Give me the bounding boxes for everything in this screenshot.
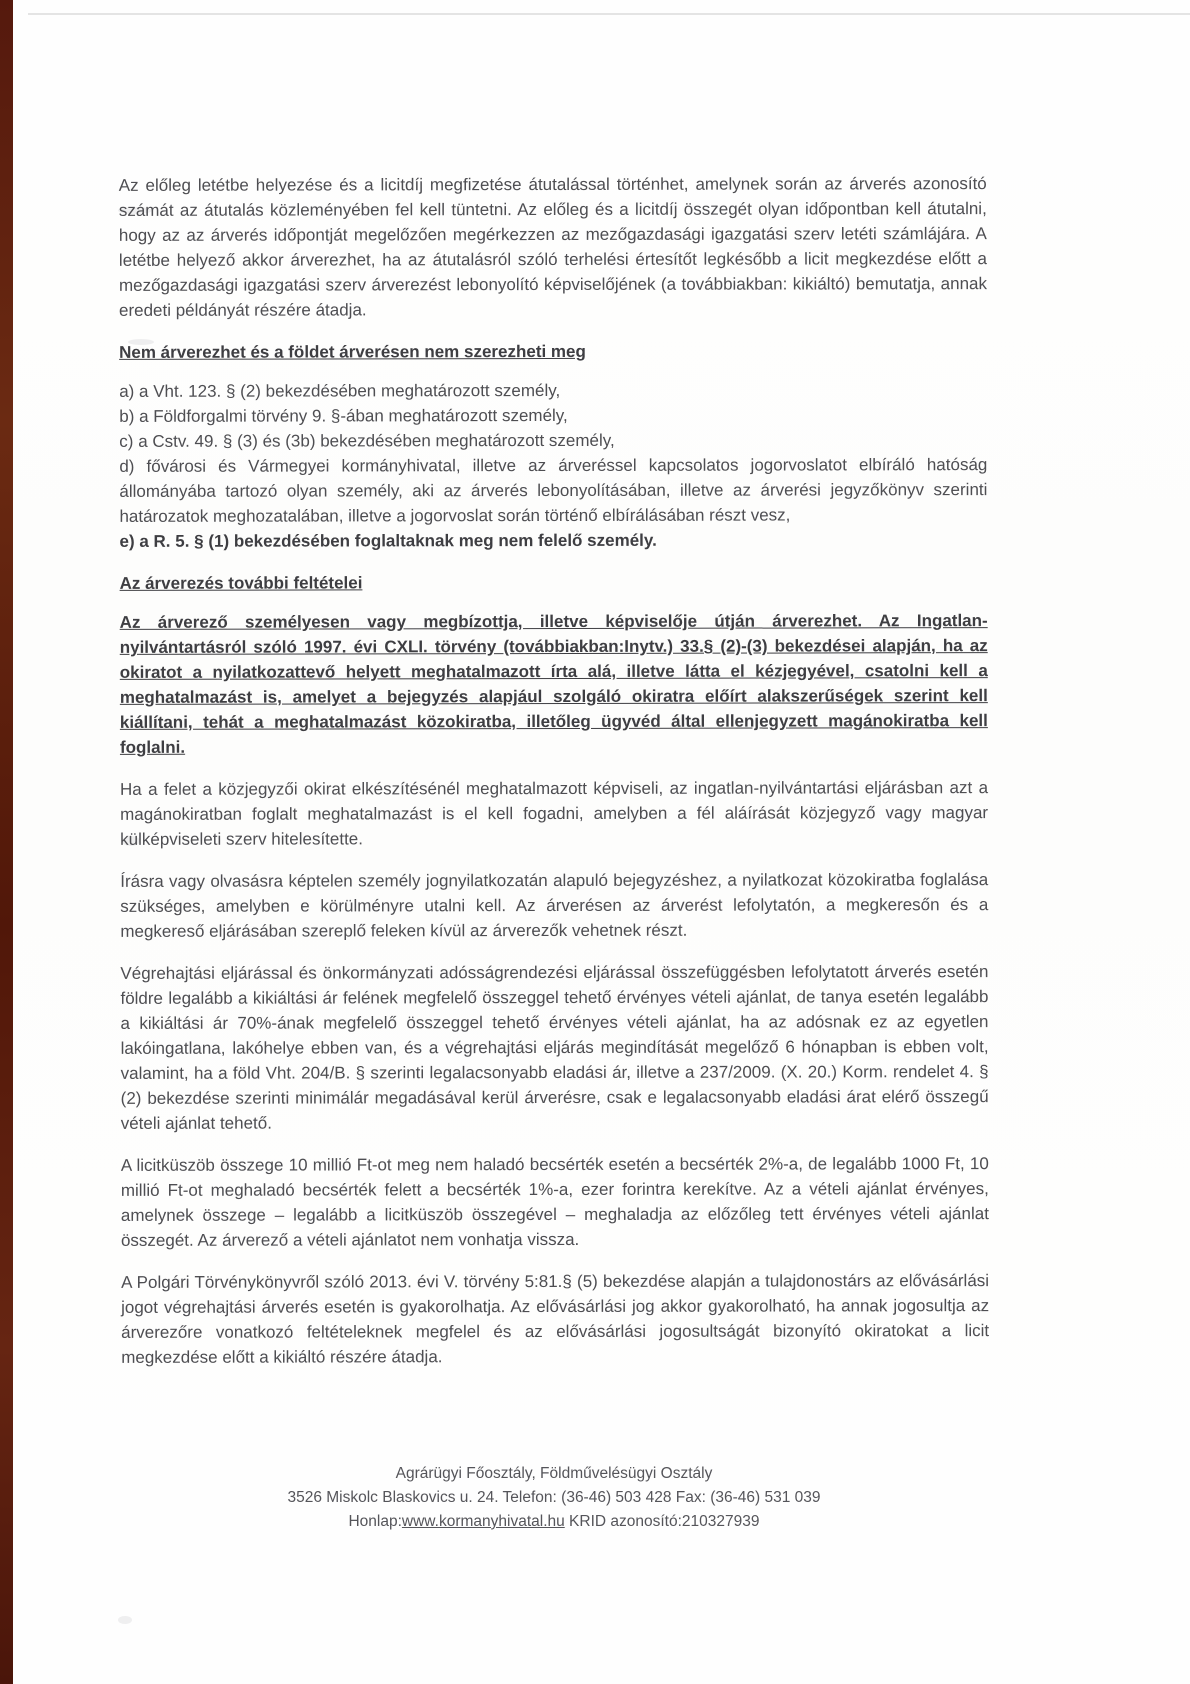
footer-krid: KRID azonosító:210327939 bbox=[564, 1513, 760, 1530]
list-item-e: e) a R. 5. § (1) bekezdésében foglaltaknak meg nem felelő személy. bbox=[119, 530, 657, 551]
heading-further-conditions: Az árverezés további feltételei bbox=[119, 573, 363, 593]
paragraph-enforcement-auction: Végrehajtási eljárással és önkormányzati adósságrendezési eljárással összefüggésben lefolytatott árverés esetén földre legalább a kikiáltási ár felének megfelelő összeggel tehető érvényes vételi ajánlat, de tanya esetén legalább a kikiáltási ár 70%-ának megfelelő összeggel tehető érvényes vételi ajánlat, ha az adósnak ez az egyetlen lakóingatlana, lakóhelye ebben van, és a végrehajtási eljárás megindítását megelőző 6 hónapban is ebben volt, valamint, ha a föld Vht. 204/B. § szerinti legalacsonyabb eladási ár, illetve a 237/2009. (X. 20.) Korm. rendelet 4. § (2) bekezdése szerinti minimálár megadásával kerül árverésre, csak e legalacsonyabb eladási árat elérő összegű vételi ajánlat tehető. bbox=[120, 962, 989, 1133]
paragraph-deposit-payment: Az előleg letétbe helyezése és a licitdíj megfizetése átutalással történhet, amelynek során az árverés azonosító számát az átutalás közleményében fel kell tüntetni. Az előleg és a licitdíj összegét olyan időpontban kell átutalni, hogy az az árverés időpontját megelőzően megérkezzen az mezőgazdasági igazgatási szerv letéti számlájára. A letétbe helyező akkor árverezhet, ha az átutalásról szóló terhelési értesítőt legkésőbb a licit megkezdése előtt a mezőgazdasági igazgatási szerv árverezést lebonyolító képviselőjének (a továbbiakban: kikiáltó) bemutatja, annak eredeti példányát részére átadja. bbox=[118, 174, 987, 320]
footer-web-line bbox=[120, 1510, 988, 1534]
scan-smudge bbox=[118, 1616, 132, 1624]
document-body bbox=[119, 171, 990, 1387]
footer-homepage-label: Honlap: bbox=[348, 1513, 402, 1530]
footer-address-phone: 3526 Miskolc Blaskovics u. 24. Telefon: (36-46) 503 428 Fax: (36-46) 531 039 bbox=[287, 1489, 821, 1506]
paragraph-notarial-authorization: Ha a felet a közjegyzői okirat elkészítésénél meghatalmazott képviseli, az ingatlan-nyilvántartási eljárásban azt a magánokiratban foglalt meghatalmazást is el kell fogadni, amelyben a fél aláírását közjegyző vagy magyar külképviseleti szerv hitelesítette. bbox=[120, 778, 989, 849]
footer-department: Agrárügyi Főosztály, Földművelésügyi Osztály bbox=[395, 1465, 713, 1482]
footer-website-link: www.kormanyhivatal.hu bbox=[401, 1513, 565, 1530]
list-item-a: a) a Vht. 123. § (2) bekezdésében meghatározott személy, bbox=[119, 380, 561, 401]
paragraph-illiterate-declaration: Írásra vagy olvasásra képtelen személy jognyilatkozatán alapuló bejegyzéshez, a nyilatkozat közokiratba foglalása szükséges, amelyben e körülményre utalni kell. Az árverésen az árverést lefolytatón, a megkeresőn és a megkereső eljárásában szereplő feleken kívül az árverezők vehetnek részt. bbox=[120, 870, 989, 941]
paragraph-preemption-right: A Polgári Törvénykönyvről szóló 2013. évi V. törvény 5:81.§ (5) bekezdése alapján a tulajdonostárs az elővásárlási jogot végrehajtási árverés esetén is gyakorolhatja. Az elővásárlási jog akkor gyakorolható, ha annak jogosultja az árverezőre vonatkozó feltételeknek megfelel és az elővásárlási jogosultságát bizonyító okiratokat a licit megkezdése előtt a kikiáltó részére átadja. bbox=[121, 1271, 990, 1367]
list-item-d: d) fővárosi és Vármegyei kormányhivatal, illetve az árveréssel kapcsolatos jogorvoslatot elbíráló hatóság állományába tartozó olyan személy, aki az árverés lebonyolításában, illetve az árverési jegyzőkönyv szerinti határozatok meghozatalában, illetve a jogorvoslat során történő elbírálásában részt vesz, bbox=[119, 455, 988, 526]
list-item-c: c) a Cstv. 49. § (3) és (3b) bekezdésében meghatározott személy, bbox=[119, 430, 615, 451]
heading-exclusions: Nem árverezhet és a földet árverésen nem szerezheti meg bbox=[119, 341, 586, 362]
footer bbox=[120, 1462, 988, 1534]
scan-edge-artifact bbox=[0, 0, 13, 1684]
scan-topline-artifact bbox=[28, 13, 1190, 15]
paragraph-representation-rules: Az árverező személyesen vagy megbízottja, illetve képviselője útján árverezhet. Az Ingatlan-nyilvántartásról szóló 1997. évi CXLI. törvény (továbbiakban:Inytv.) 33.§ (2)-(3) bekezdései alapján, ha az okiratot a nyilatkozattevő helyett meghatalmazott írta alá, illetve látta el kézjegyével, csatolni kell a meghatalmazást is, amelyet a bejegyzés alapjául szolgáló okiratra előírt alakszerűségek szerint kell kiállítani, tehát a meghatalmazást közokiratba, illetőleg ügyvéd által ellenjegyzett magánokiratba kell foglalni. bbox=[119, 611, 988, 757]
exclusion-list bbox=[119, 377, 987, 554]
paragraph-bid-threshold: A licitküszöb összege 10 millió Ft-ot meg nem haladó becsérték esetén a becsérték 2%-a, de legalább 1000 Ft, 10 millió Ft-ot meghaladó becsérték felett a becsérték 1%-a, ezer forintra kerekítve. Az a vételi ajánlat érvényes, amelynek összege – legalább a licitküszöb összegével – meghaladja az előzőleg tett érvényes vételi ajánlat összegét. Az árverező a vételi ajánlatot nem vonhatja vissza. bbox=[120, 1154, 989, 1250]
list-item-b: b) a Földforgalmi törvény 9. §-ában meghatározott személy, bbox=[119, 405, 568, 426]
